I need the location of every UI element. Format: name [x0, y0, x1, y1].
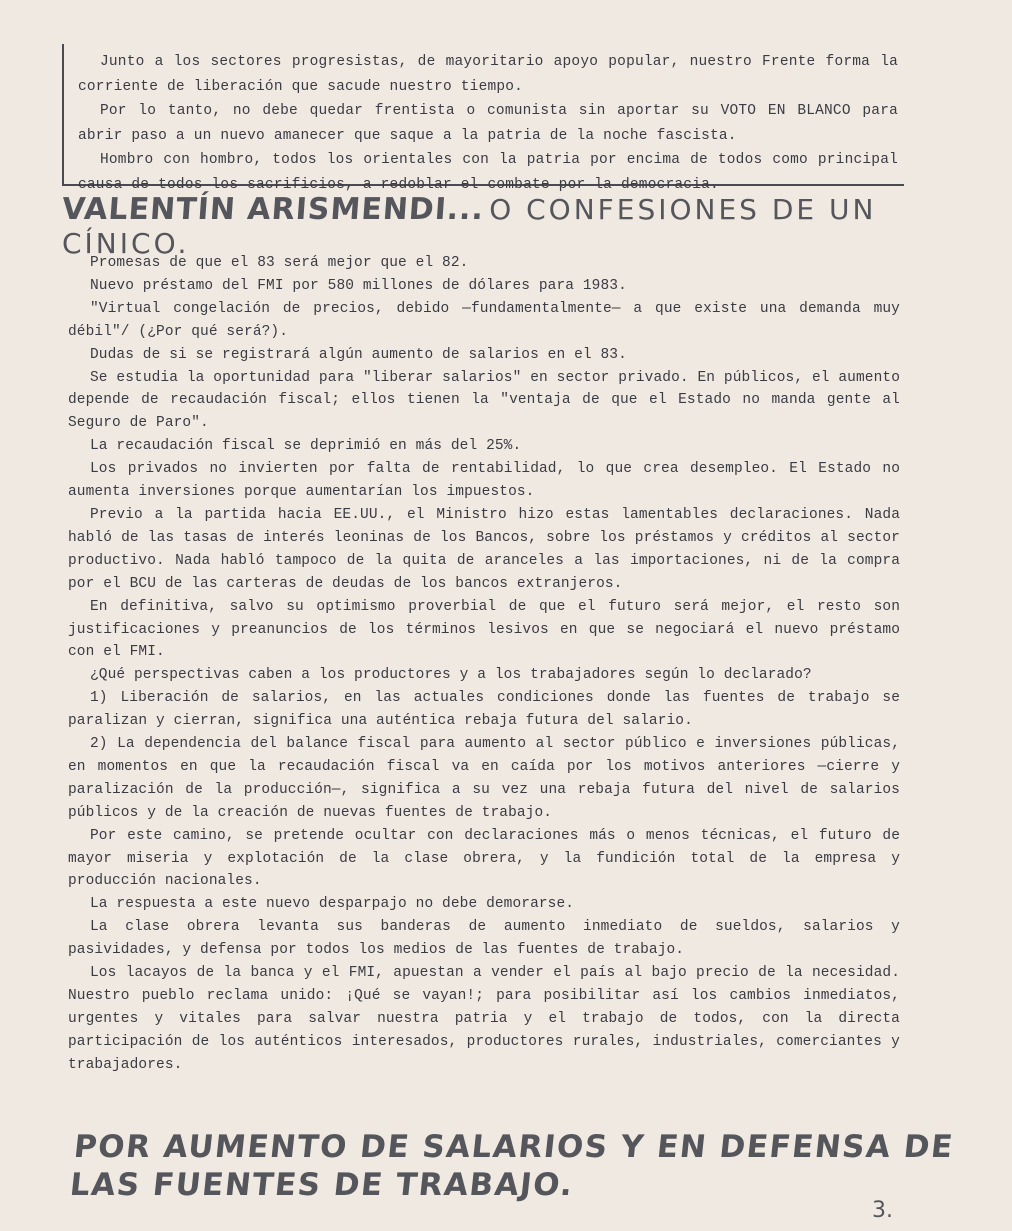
- body-paragraph: Promesas de que el 83 será mejor que el 82.: [90, 255, 469, 271]
- closing-slogan: POR AUMENTO DE SALARIOS Y EN DEFENSA DE LAS FUENTES DE TRABAJO.: [68, 1129, 956, 1203]
- body-paragraph: La recaudación fiscal se deprimió en más del 25%.: [90, 438, 522, 455]
- body-paragraph: En definitiva, salvo su optimismo proverbial de que el futuro será mejor, el resto son justificaciones y preanuncios de los términos lesivos en que se negociará el nuevo préstamo con el FMI.: [68, 598, 900, 661]
- body-paragraph: Se estudia la oportunidad para "liberar salarios" en sector privado. En públicos, el aumento depende de recaudación fiscal; ellos tienen la "ventaja de que el Estado no manda gente al Seguro de Paro".: [68, 369, 900, 432]
- body-paragraph: La clase obrera levanta sus banderas de aumento inmediato de sueldos, salarios y pasividades, y defensa por todos los medios de las fuentes de trabajo.: [68, 919, 900, 959]
- boxed-section: [78, 50, 898, 197]
- body-paragraph: ¿Qué perspectivas caben a los productores y a los trabajadores según lo declarado?: [90, 667, 812, 684]
- body-paragraph: 1) Liberación de salarios, en las actuales condiciones donde las fuentes de trabajo se paralizan y cierran, significa una auténtica rebaja futura del salario.: [68, 690, 900, 730]
- page-number: 3.: [872, 1198, 893, 1223]
- headline: [62, 192, 962, 260]
- body-paragraph: 2) La dependencia del balance fiscal para aumento al sector público e inversiones públicas, en momentos en que la recaudación fiscal va en caída por los motivos anteriores —cierre y paralización de la producción—, significa a su vez una rebaja futura del nivel de salarios públicos y de la creación de nuevas fuentes de trabajo.: [68, 736, 900, 821]
- body-paragraph: Los privados no invierten por falta de rentabilidad, lo que crea desempleo. El Estado no aumenta inversiones porque aumentarían los impuestos.: [68, 461, 900, 501]
- body-paragraph: Dudas de si se registrará algún aumento de salarios en el 83.: [90, 346, 627, 363]
- body-paragraph: Nuevo préstamo del FMI por 580 millones de dólares para 1983.: [90, 277, 627, 294]
- body-paragraph: "Virtual congelación de precios, debido —fundamentalmente— a que existe una demanda muy débil"/ (¿Por qué será?).: [68, 300, 900, 340]
- body-paragraph: La respuesta a este nuevo desparpajo no debe demorarse.: [90, 896, 575, 913]
- headline-name: VALENTÍN ARISMENDI...: [60, 192, 486, 227]
- body-paragraph: Por este camino, se pretende ocultar con declaraciones más o menos técnicas, el futuro de mayor miseria y explotación de la clase obrera, y la fundición total de la empresa y producción nacionales.: [68, 827, 900, 890]
- body-paragraph: Previo a la partida hacia EE.UU., el Ministro hizo estas lamentables declaraciones. Nada habló de las tasas de interés leoninas de los Bancos, sobre los préstamos y créditos al sector productivo. Nada habló tampoco de la quita de aranceles a las importaciones, ni de la compra por el BCU de las carteras de deudas de los bancos extranjeros.: [68, 506, 900, 592]
- box-paragraph: Por lo tanto, no debe quedar frentista o comunista sin aportar su VOTO EN BLANCO para abrir paso a un nuevo amanecer que saque a la patria de la noche fascista.: [78, 103, 898, 144]
- body-paragraph: Los lacayos de la banca y el FMI, apuestan a vender el país al bajo precio de la necesidad. Nuestro pueblo reclama unido: ¡Qué se vayan!; para posibilitar así los cambios inmediatos, urgentes y vitales para salvar nuestra patria y el trabajo de todos, con la directa participación de los auténticos interesados, productores rurales, industriales, comerciantes y trabajadores.: [68, 965, 900, 1073]
- box-paragraph: Junto a los sectores progresistas, de mayoritario apoyo popular, nuestro Frente forma la corriente de liberación que sacude nuestro tiempo.: [78, 54, 898, 95]
- box-paragraph: Hombro con hombro, todos los orientales con la patria por encima de todos como principal causa de todos los sacrificios, a redoblar el combate por la democracia.: [78, 152, 898, 193]
- article-body: [68, 252, 900, 1077]
- headline-subtitle: O CONFESIONES DE UN CÍNICO.: [62, 193, 877, 260]
